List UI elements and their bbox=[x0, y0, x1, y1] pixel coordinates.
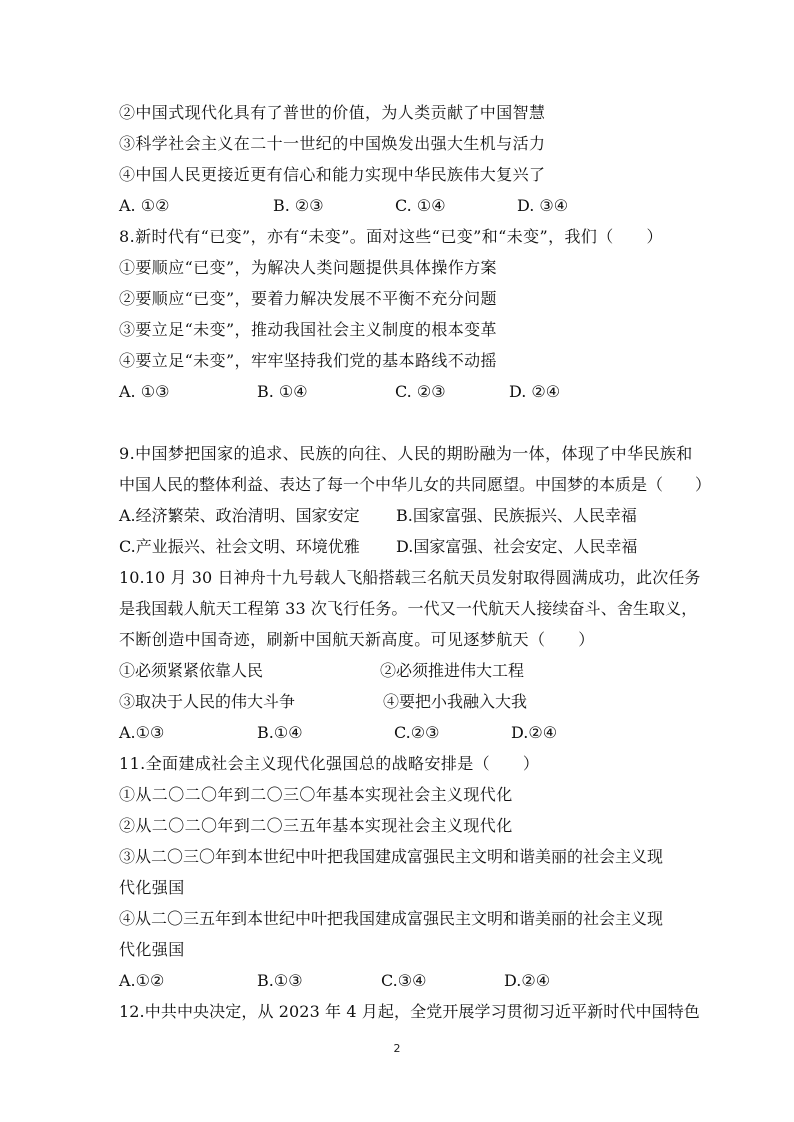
q12-stem-line-1: 12.中共中央决定，从 2023 年 4 月起，全党开展学习贯彻习近平新时代中国特色 bbox=[119, 1002, 700, 1021]
q9-stem-line-1: 9.中国梦把国家的追求、民族的向往、人民的期盼融为一体，体现了中华民族和 bbox=[119, 444, 693, 463]
q9-option-a: A.经济繁荣、政治清明、国家安定 bbox=[119, 506, 360, 525]
q8-option-d: D. ②④ bbox=[509, 382, 561, 401]
q10-option-a: A.①③ bbox=[119, 723, 165, 742]
q8-option-c: C. ②③ bbox=[395, 382, 446, 401]
page-number: 2 bbox=[393, 1042, 401, 1055]
q7-option-c: C. ①④ bbox=[395, 196, 446, 215]
q11-option-a: A.①② bbox=[119, 971, 165, 990]
q10-stem-line-2: 是我国载人航天工程第 33 次飞行任务。一代又一代航天人接续奋斗、舍生取义， bbox=[119, 599, 698, 618]
q10-option-b: B.①④ bbox=[257, 723, 303, 742]
q11-stem: 11.全面建成社会主义现代化强国总的战略安排是（ ） bbox=[119, 754, 540, 773]
q7-statement-4: ④中国人民更接近更有信心和能力实现中华民族伟大复兴了 bbox=[119, 165, 546, 184]
q11-statement-4-line-2: 代化强国 bbox=[119, 940, 185, 959]
q8-statement-1: ①要顺应“已变”，为解决人类问题提供具体操作方案 bbox=[119, 258, 497, 277]
q11-option-b: B.①③ bbox=[257, 971, 303, 990]
q11-statement-3-line-1: ③从二〇三〇年到本世纪中叶把我国建成富强民主文明和谐美丽的社会主义现 bbox=[119, 847, 664, 866]
q7-statement-2: ②中国式现代化具有了普世的价值，为人类贡献了中国智慧 bbox=[119, 103, 546, 122]
q11-option-d: D.②④ bbox=[504, 971, 551, 990]
q10-stem-line-1: 10.10 月 30 日神舟十九号载人飞船搭载三名航天员发射取得圆满成功，此次任务 bbox=[119, 568, 701, 587]
q11-statement-1: ①从二〇二〇年到二〇三〇年基本实现社会主义现代化 bbox=[119, 785, 513, 804]
q10-option-d: D.②④ bbox=[511, 723, 558, 742]
q10-statement-2: ②必须推进伟大工程 bbox=[380, 661, 525, 680]
q9-stem-line-2: 中国人民的整体利益、表达了每一个中华儿女的共同愿望。中国梦的本质是（ ） bbox=[119, 475, 712, 494]
q8-stem: 8.新时代有“已变”，亦有“未变”。面对这些“已变”和“未变”，我们（ ） bbox=[119, 227, 663, 246]
q11-statement-4-line-1: ④从二〇三五年到本世纪中叶把我国建成富强民主文明和谐美丽的社会主义现 bbox=[119, 909, 664, 928]
q9-option-d: D.国家富强、社会安定、人民幸福 bbox=[396, 537, 638, 556]
q8-option-a: A. ①③ bbox=[119, 382, 170, 401]
q7-option-a: A. ①② bbox=[119, 196, 170, 215]
q7-option-d: D. ③④ bbox=[517, 196, 569, 215]
q11-statement-2: ②从二〇二〇年到二〇三五年基本实现社会主义现代化 bbox=[119, 816, 513, 835]
q10-option-c: C.②③ bbox=[394, 723, 440, 742]
q8-statement-2: ②要顺应“已变”，要着力解决发展不平衡不充分问题 bbox=[119, 289, 497, 308]
q10-statement-3: ③取决于人民的伟大斗争 bbox=[119, 692, 296, 711]
q10-statement-4: ④要把小我融入大我 bbox=[383, 692, 528, 711]
q8-statement-4: ④要立足“未变”，牢牢坚持我们党的基本路线不动摇 bbox=[119, 351, 497, 370]
q9-option-c: C.产业振兴、社会文明、环境优雅 bbox=[119, 537, 360, 556]
q11-option-c: C.③④ bbox=[381, 971, 427, 990]
q11-statement-3-line-2: 代化强国 bbox=[119, 878, 185, 897]
q8-option-b: B. ①④ bbox=[257, 382, 308, 401]
q9-option-b: B.国家富强、民族振兴、人民幸福 bbox=[396, 506, 637, 525]
q8-statement-3: ③要立足“未变”，推动我国社会主义制度的根本变革 bbox=[119, 320, 497, 339]
q7-statement-3: ③科学社会主义在二十一世纪的中国焕发出强大生机与活力 bbox=[119, 134, 546, 153]
q10-stem-line-3: 不断创造中国奇迹，刷新中国航天新高度。可见逐梦航天（ ） bbox=[119, 630, 595, 649]
q7-option-b: B. ②③ bbox=[273, 196, 324, 215]
q10-statement-1: ①必须紧紧依靠人民 bbox=[119, 661, 264, 680]
